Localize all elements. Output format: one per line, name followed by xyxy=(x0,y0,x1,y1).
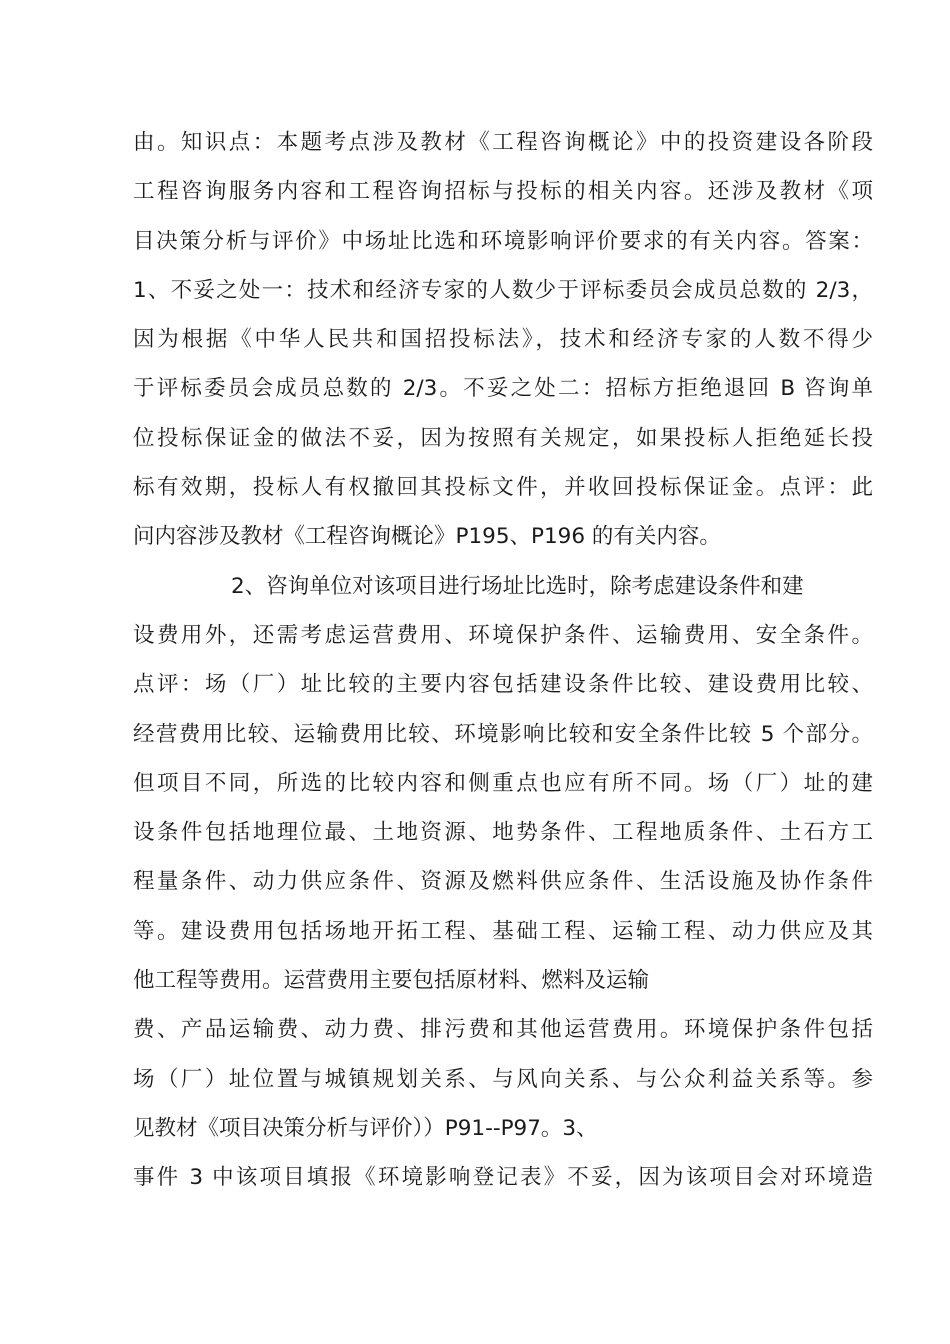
document-body xyxy=(133,118,873,1203)
text-line: 问内容涉及教材《工程咨询概论》P195、P196 的有关内容。 xyxy=(133,524,721,550)
text-line: 设费用外，还需考虑运营费用、环境保护条件、运输费用、安全条件。 xyxy=(133,622,873,648)
text-line: 点评：场（厂）址比较的主要内容包括建设条件比较、建设费用比较、 xyxy=(133,672,873,698)
text-line: 经营费用比较、运输费用比较、环境影响比较和安全条件比较 5 个部分。 xyxy=(133,721,873,747)
text-line: 因为根据《中华人民共和国招投标法》，技术和经济专家的人数不得少 xyxy=(133,327,873,353)
text-line: 见教材《项目决策分析与评价））P91--P97。3、 xyxy=(133,1115,598,1141)
text-line: 于评标委员会成员总数的 2/3。不妥之处二：招标方拒绝退回 B 咨询单 xyxy=(133,376,873,402)
text-line: 1、不妥之处一：技术和经济专家的人数少于评标委员会成员总数的 2/3， xyxy=(133,277,873,303)
text-line: 费、产品运输费、动力费、排污费和其他运营费用。环境保护条件包括 xyxy=(133,1017,873,1043)
text-line: 由。知识点：本题考点涉及教材《工程咨询概论》中的投资建设各阶段 xyxy=(133,130,873,155)
text-line: 工程咨询服务内容和工程咨询招标与投标的相关内容。还涉及教材《项 xyxy=(133,179,873,205)
text-line: 目决策分析与评价》中场址比选和环境影响评价要求的有关内容。答案： xyxy=(133,228,873,254)
text-line: 但项目不同，所选的比较内容和侧重点也应有所不同。场（厂）址的建 xyxy=(133,770,873,796)
text-line: 程量条件、动力供应条件、资源及燃料供应条件、生活设施及协作条件 xyxy=(133,869,873,895)
text-line: 场（厂）址位置与城镇规划关系、与风向关系、与公众利益关系等。参 xyxy=(133,1066,873,1092)
text-line: 等。建设费用包括场地开拓工程、基础工程、运输工程、动力供应及其 xyxy=(133,918,873,944)
text-line: 事件 3 中该项目填报《环境影响登记表》不妥，因为该项目会对环境造 xyxy=(133,1165,873,1191)
text-line: 位投标保证金的做法不妥，因为按照有关规定，如果投标人拒绝延长投 xyxy=(133,425,873,451)
text-line: 标有效期，投标人有权撤回其投标文件，并收回投标保证金。点评：此 xyxy=(133,475,873,501)
text-line: 他工程等费用。运营费用主要包括原材料、燃料及运输 xyxy=(133,968,650,994)
text-line: 设条件包括地理位最、土地资源、地势条件、工程地质条件、土石方工 xyxy=(133,820,873,846)
text-line-indented: 2、咨询单位对该项目进行场址比选时，除考虑建设条件和建 xyxy=(231,573,804,599)
